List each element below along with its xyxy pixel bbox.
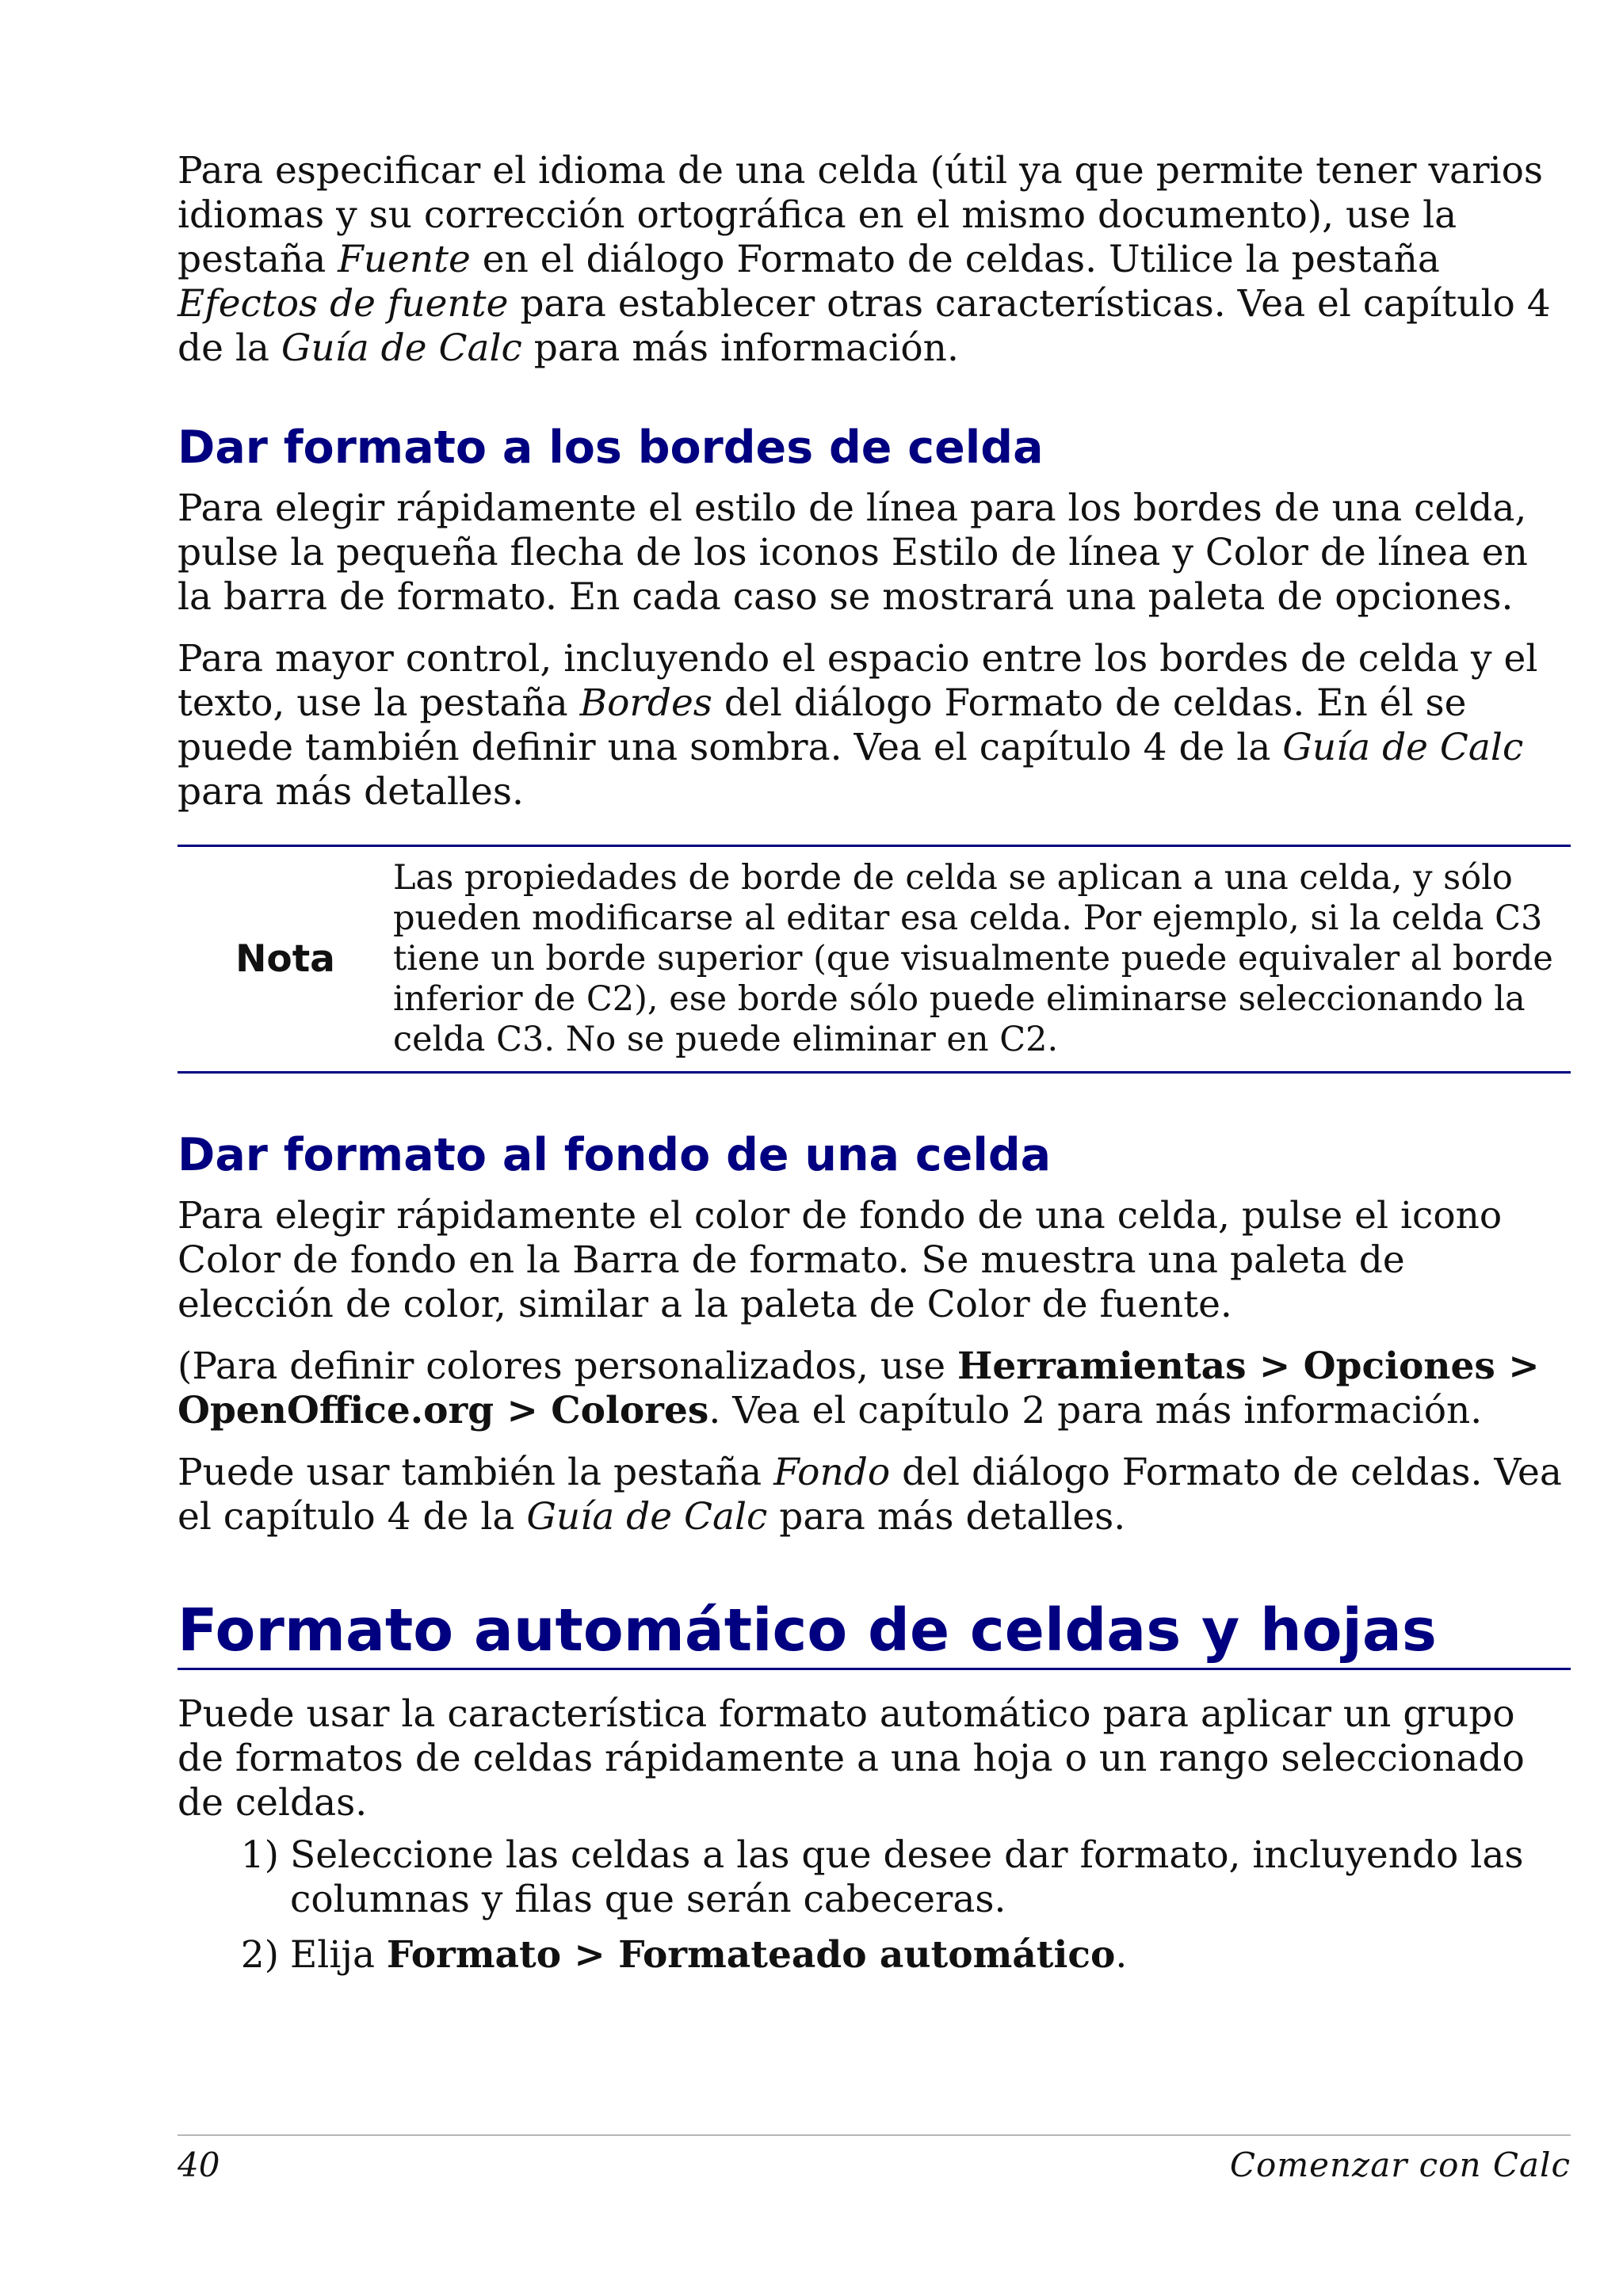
background-paragraph-2: (Para definir colores personalizados, use Herramientas > Opciones > OpenOffice.org > Colores. Vea el capítulo 2 para más información. [178, 1344, 1540, 1432]
intro-paragraph: Para especificar el idioma de una celda (útil ya que permite tener varios idiomas y su corrección ortográfica en el mismo documento), use la pestaña Fuente en el diálogo Formato de celdas. Utilice la pestaña Efectos de fuente para establecer otras características. Vea el capítulo 4 de la Guía de Calc para más información. [178, 149, 1551, 370]
note-label: Nota [235, 937, 335, 981]
note-box [178, 845, 1571, 1074]
document-page [178, 149, 1571, 1978]
page-footer [178, 2134, 1571, 2185]
list-item: 2) Elija Formato > Formateado automático. [240, 1933, 1128, 1977]
background-paragraph-1: Para elegir rápidamente el color de fondo de una celda, pulse el icono Color de fondo en la Barra de formato. Se muestra una paleta de elección de color, similar a la paleta de Color de fuente. [178, 1194, 1503, 1326]
autoformat-paragraph: Puede usar la característica formato automático para aplicar un grupo de formatos de celdas rápidamente a una hoja o un rango seleccionado de celdas. [178, 1692, 1525, 1825]
borders-paragraph-2: Para mayor control, incluyendo el espacio entre los bordes de celda y el texto, use la pestaña Bordes del diálogo Formato de celdas. En él se puede también definir una sombra. Vea el capítulo 4 de la Guía de Calc para más detalles. [178, 637, 1538, 814]
heading-autoformat: Formato automático de celdas y hojas [178, 1595, 1571, 1670]
autoformat-steps [178, 1833, 1571, 1978]
page-number: 40 [178, 2145, 220, 2184]
borders-paragraph-1: Para elegir rápidamente el estilo de línea para los bordes de una celda, pulse la pequeña flecha de los iconos Estilo de línea y Color de línea en la barra de formato. En cada caso se mostrará una paleta de opciones. [178, 486, 1528, 619]
list-item: 1) Seleccione las celdas a las que desee dar formato, incluyendo las columnas y filas que serán cabeceras. [240, 1833, 1524, 1921]
heading-borders: Dar formato a los bordes de celda [178, 421, 1044, 474]
book-title: Comenzar con Calc [1229, 2145, 1571, 2184]
heading-background: Dar formato al fondo de una celda [178, 1129, 1052, 1181]
background-paragraph-3: Puede usar también la pestaña Fondo del diálogo Formato de celdas. Vea el capítulo 4 de la Guía de Calc para más detalles. [178, 1451, 1562, 1539]
note-text: Las propiedades de borde de celda se aplican a una celda, y sólo pueden modificarse al editar esa celda. Por ejemplo, si la celda C3 tiene un borde superior (que visualmente puede equivaler al borde inferior de C2), ese borde sólo puede eliminarse seleccionando la celda C3. No se puede eliminar en C2. [393, 858, 1553, 1059]
